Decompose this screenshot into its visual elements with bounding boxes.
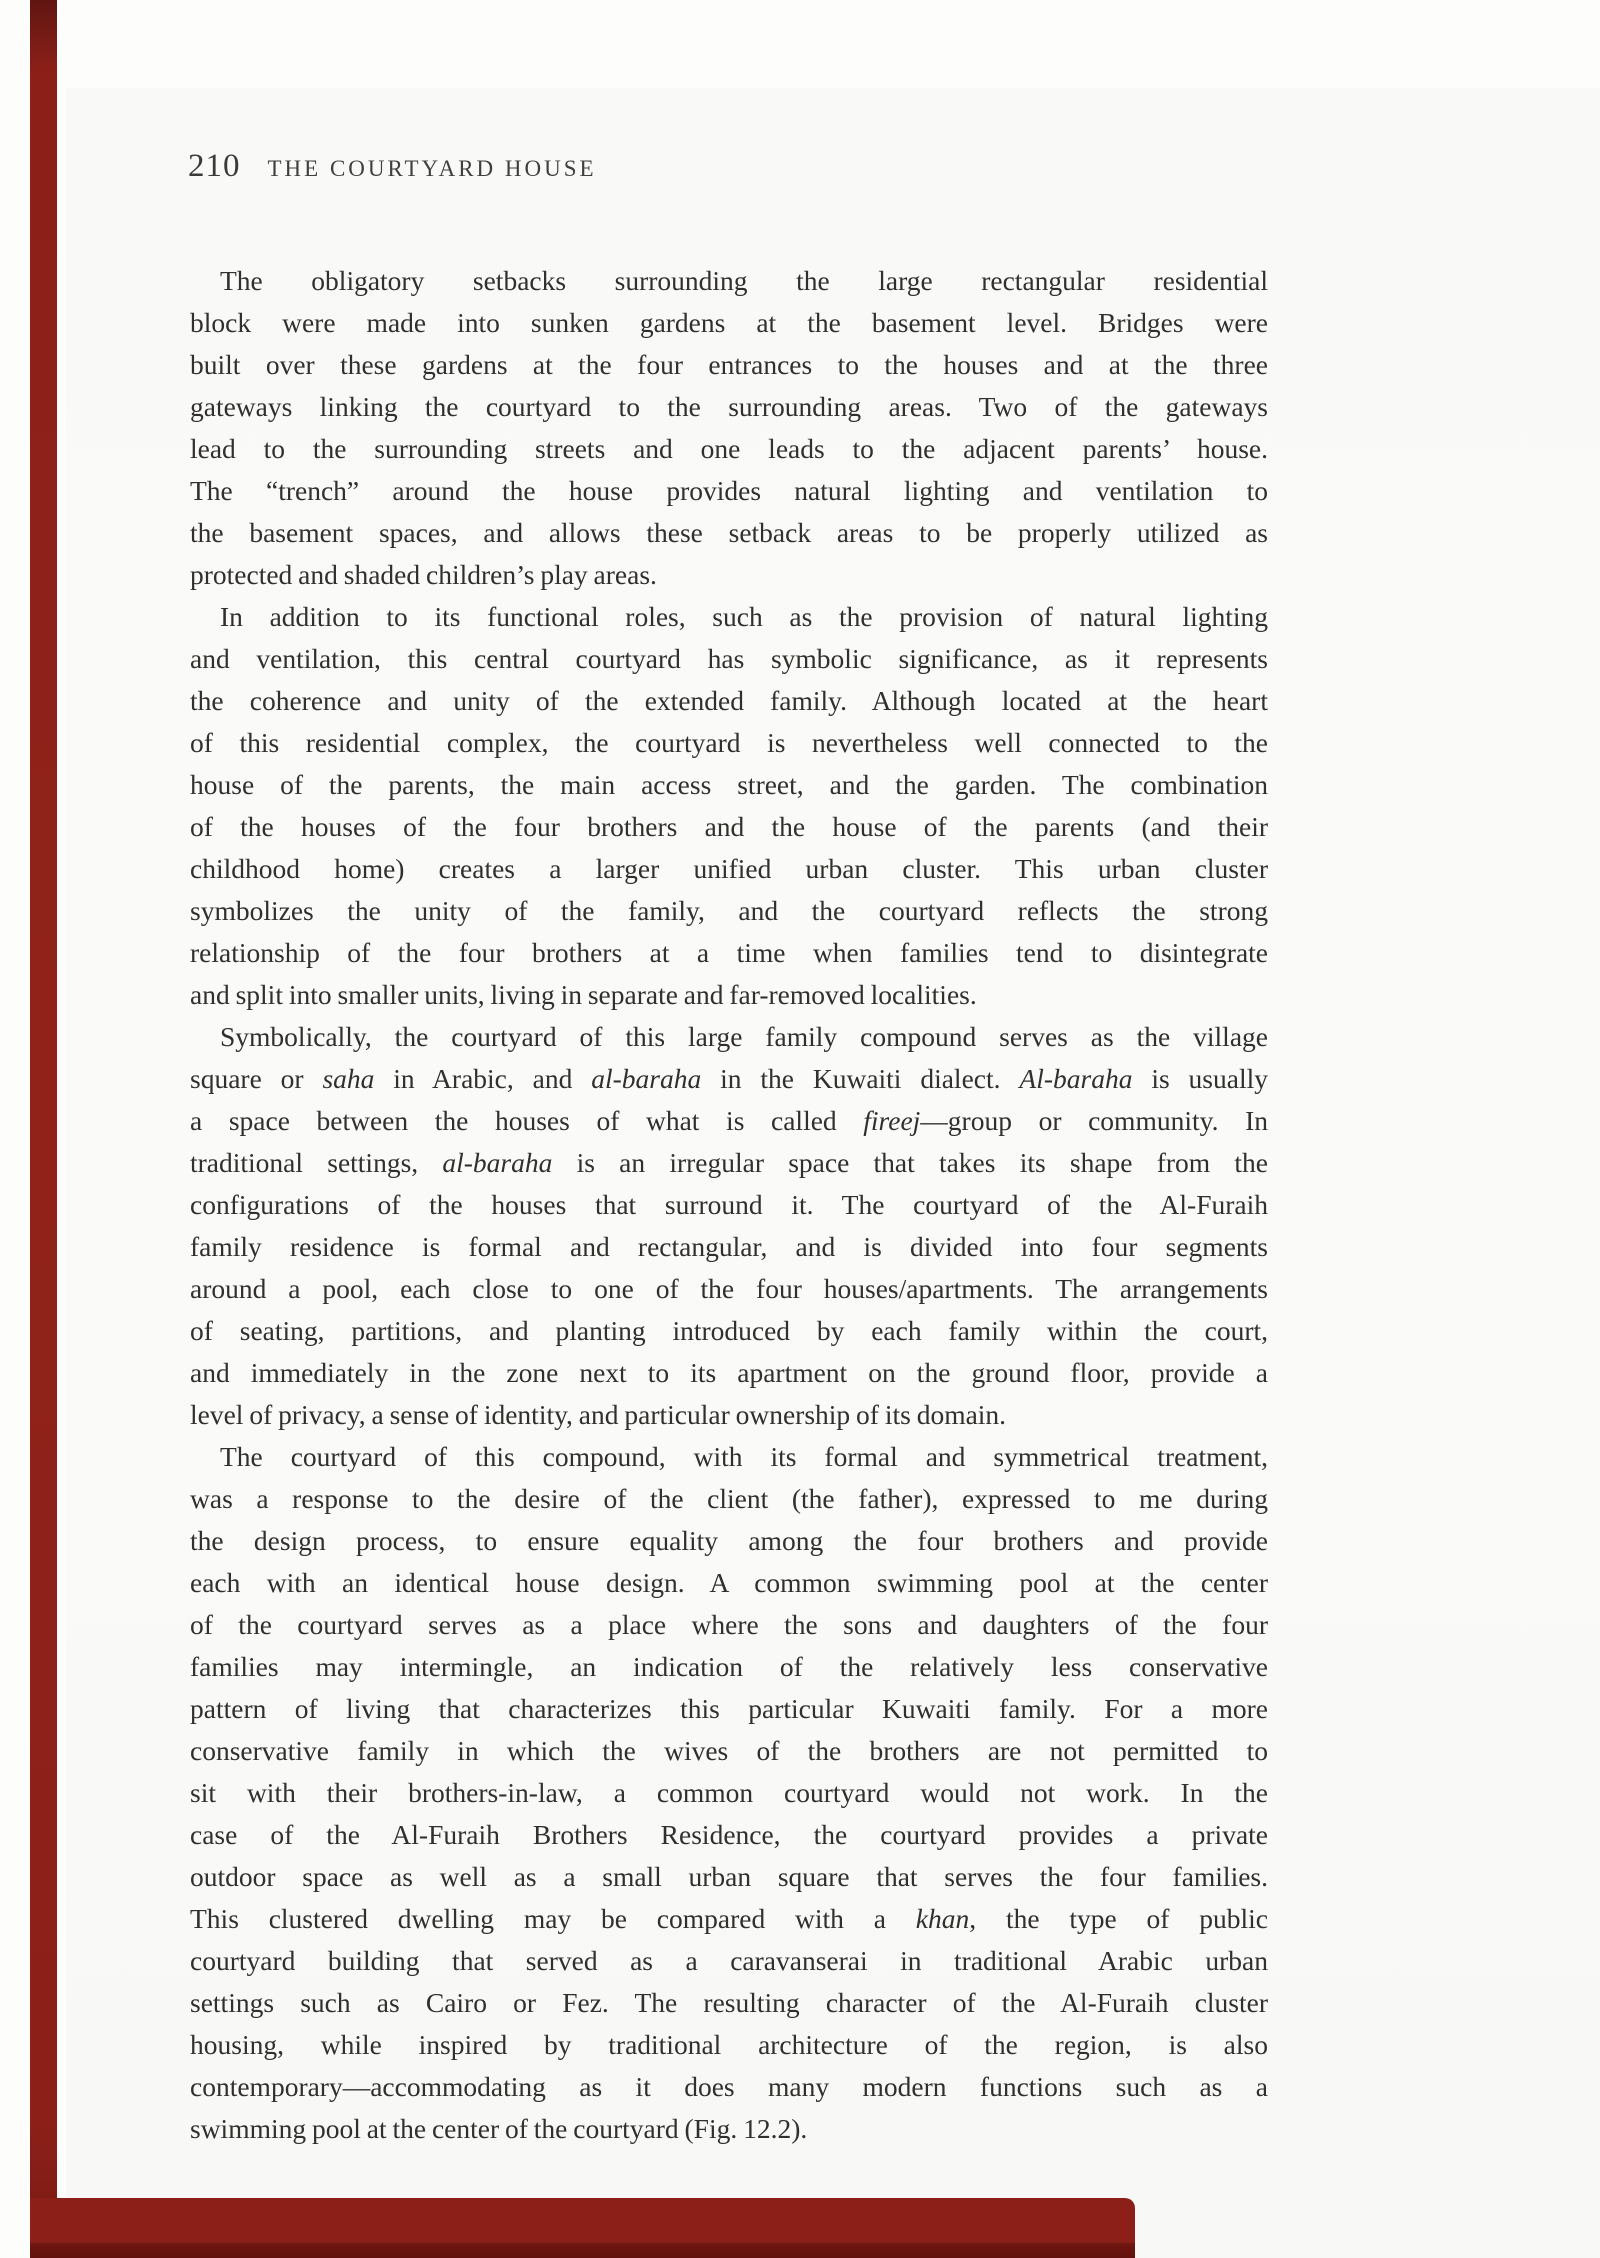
italic-term: saha [322,1063,375,1094]
text-line: case of the Al-Furaih Brothers Residence, the courtyard provides a private [190,1819,1268,1850]
text-line: conservative family in which the wives of the brothers are not permitted to [190,1735,1268,1766]
text-line: the coherence and unity of the extended family. Although located at the heart [190,685,1268,716]
text-line: the design process, to ensure equality among the four brothers and provide [190,1525,1268,1556]
italic-term: khan [915,1903,970,1934]
text-line: courtyard building that served as a caravanserai in traditional Arabic urban [190,1945,1268,1976]
text-line: level of privacy, a sense of identity, and particular ownership of its domain. [190,1399,1007,1430]
text-line: The “trench” around the house provides natural lighting and ventilation to [190,475,1268,506]
paragraph [190,1436,1268,2150]
text-line: families may intermingle, an indication of the relatively less conservative [190,1651,1268,1682]
text-line: square or saha in Arabic, and al-baraha in the Kuwaiti dialect. Al-baraha is usually [190,1063,1269,1094]
italic-term: al-baraha [442,1147,553,1178]
text-line: contemporary—accommodating as it does many modern functions such as a [190,2071,1268,2102]
text-line: The courtyard of this compound, with its formal and symmetrical treatment, [220,1441,1268,1472]
text-line: settings such as Cairo or Fez. The resulting character of the Al-Furaih cluster [190,1987,1268,2018]
text-line: configurations of the houses that surround it. The courtyard of the Al-Furaih [190,1189,1268,1220]
text-line: of this residential complex, the courtyard is nevertheless well connected to the [190,727,1268,758]
text-line: gateways linking the courtyard to the surrounding areas. Two of the gateways [190,391,1268,422]
text-line: housing, while inspired by traditional architecture of the region, is also [190,2029,1268,2060]
text-line: swimming pool at the center of the courtyard (Fig. 12.2). [190,2113,808,2144]
text-line: In addition to its functional roles, such as the provision of natural lighting [220,601,1268,632]
italic-term: fireej [863,1105,921,1136]
running-head: THE COURTYARD HOUSE [267,156,597,181]
text-line: The obligatory setbacks surrounding the large rectangular residential [220,265,1268,296]
text-line: family residence is formal and rectangular, and is divided into four segments [190,1231,1268,1262]
text-line: of the courtyard serves as a place where the sons and daughters of the four [190,1609,1268,1640]
text-line: symbolizes the unity of the family, and the courtyard reflects the strong [190,895,1268,926]
text-line: was a response to the desire of the client (the father), expressed to me during [190,1483,1268,1514]
text-line: block were made into sunken gardens at the basement level. Bridges were [190,307,1268,338]
text-line: and ventilation, this central courtyard has symbolic significance, as it represents [190,643,1268,674]
text-line: house of the parents, the main access street, and the garden. The combination [190,769,1268,800]
paragraph [190,260,1268,596]
italic-term: Al-baraha [1019,1063,1133,1094]
text-line: Symbolically, the courtyard of this large family compound serves as the village [220,1021,1268,1052]
text-line: each with an identical house design. A common swimming pool at the center [190,1567,1268,1598]
text-line: a space between the houses of what is called fireej—group or community. In [190,1105,1268,1136]
text-line: outdoor space as well as a small urban square that serves the four families. [190,1861,1268,1892]
text-line: lead to the surrounding streets and one leads to the adjacent parents’ house. [190,433,1268,464]
text-line: around a pool, each close to one of the four houses/apartments. The arrangements [190,1273,1268,1304]
text-line: sit with their brothers-in-law, a common courtyard would not work. In the [190,1777,1268,1808]
text-line: protected and shaded children’s play areas. [190,559,657,590]
text-line: and immediately in the zone next to its apartment on the ground floor, provide a [190,1357,1268,1388]
text-line: and split into smaller units, living in separate and far-removed localities. [190,979,977,1010]
page-header [188,148,597,185]
book-cover-bottom-edge [30,2198,1135,2258]
book-cover-left-edge [30,0,57,2258]
text-line: This clustered dwelling may be compared with a khan, the type of public [190,1903,1268,1934]
text-block [190,260,1268,2150]
paragraph [190,1016,1268,1436]
text-line: childhood home) creates a larger unified urban cluster. This urban cluster [190,853,1268,884]
text-line: built over these gardens at the four entrances to the houses and at the three [190,349,1268,380]
paragraph [190,596,1268,1016]
text-line: relationship of the four brothers at a time when families tend to disintegrate [190,937,1268,968]
text-line: of seating, partitions, and planting introduced by each family within the court, [190,1315,1268,1346]
page-number: 210 [188,148,241,184]
text-line: of the houses of the four brothers and the house of the parents (and their [190,811,1268,842]
text-line: the basement spaces, and allows these setback areas to be properly utilized as [190,517,1268,548]
italic-term: al-baraha [591,1063,702,1094]
text-line: pattern of living that characterizes this particular Kuwaiti family. For a more [190,1693,1268,1724]
text-line: traditional settings, al-baraha is an irregular space that takes its shape from the [190,1147,1268,1178]
